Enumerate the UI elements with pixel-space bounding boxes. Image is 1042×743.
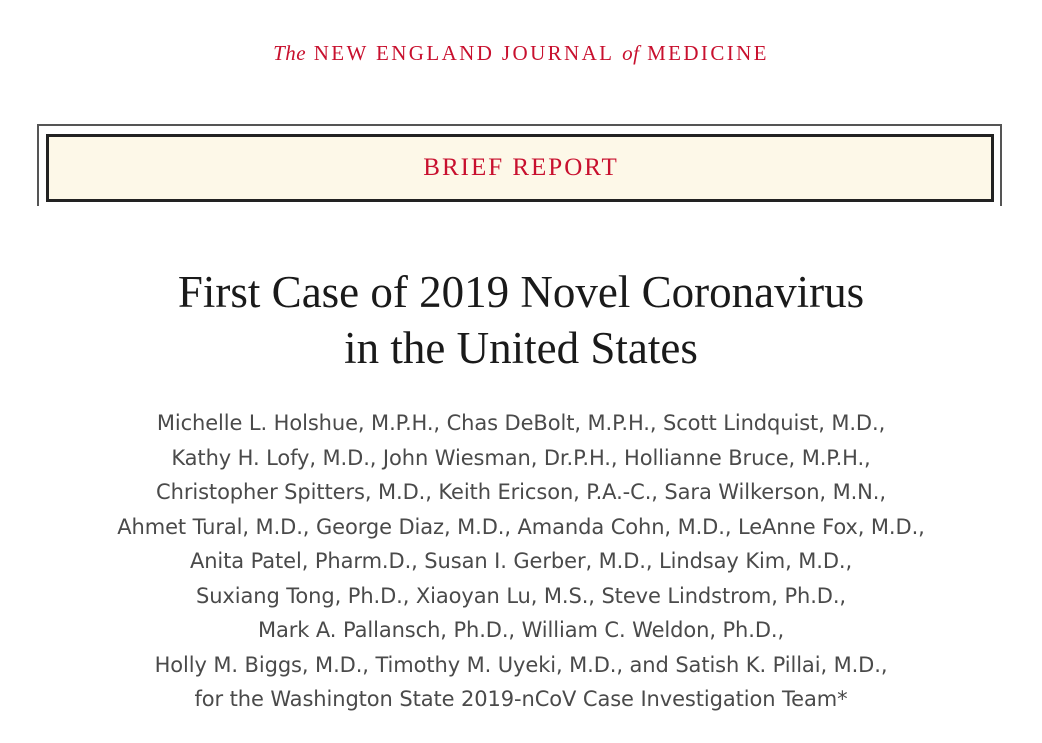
author-line: Christopher Spitters, M.D., Keith Ericson, P.A.-C., Sara Wilkerson, M.N., — [156, 480, 886, 504]
author-line: Suxiang Tong, Ph.D., Xiaoyan Lu, M.S., Steve Lindstrom, Ph.D., — [195, 583, 847, 608]
masthead-part2: MEDICINE — [647, 41, 769, 65]
author-line: Kathy H. Lofy, M.D., John Wiesman, Dr.P.H., Hollianne Bruce, M.P.H., — [171, 445, 871, 470]
masthead-the: The — [273, 41, 307, 65]
article-title — [0, 264, 1042, 376]
author-line: Mark A. Pallansch, Ph.D., William C. Weldon, Ph.D., — [257, 618, 785, 642]
article-title-line-1: First Case of 2019 Novel Coronavirus — [177, 267, 865, 317]
article-title-line-2: in the United States — [344, 323, 698, 373]
author-line: Holly M. Biggs, M.D., Timothy M. Uyeki, M.D., and Satish K. Pillai, M.D., — [154, 652, 888, 677]
author-line: Ahmet Tural, M.D., George Diaz, M.D., Amanda Cohn, M.D., LeAnne Fox, M.D., — [117, 514, 925, 539]
masthead-part1: NEW ENGLAND JOURNAL — [313, 41, 615, 65]
journal-masthead — [0, 40, 1042, 66]
author-line: Anita Patel, Pharm.D., Susan I. Gerber, M.D., Lindsay Kim, M.D., — [189, 549, 853, 573]
author-list — [0, 406, 1042, 717]
author-line: for the Washington State 2019-nCoV Case Investigation Team* — [194, 687, 848, 711]
author-line: Michelle L. Holshue, M.P.H., Chas DeBolt, M.P.H., Scott Lindquist, M.D., — [156, 411, 886, 435]
section-label: BRIEF REPORT — [423, 154, 619, 181]
masthead-of: of — [622, 41, 640, 65]
